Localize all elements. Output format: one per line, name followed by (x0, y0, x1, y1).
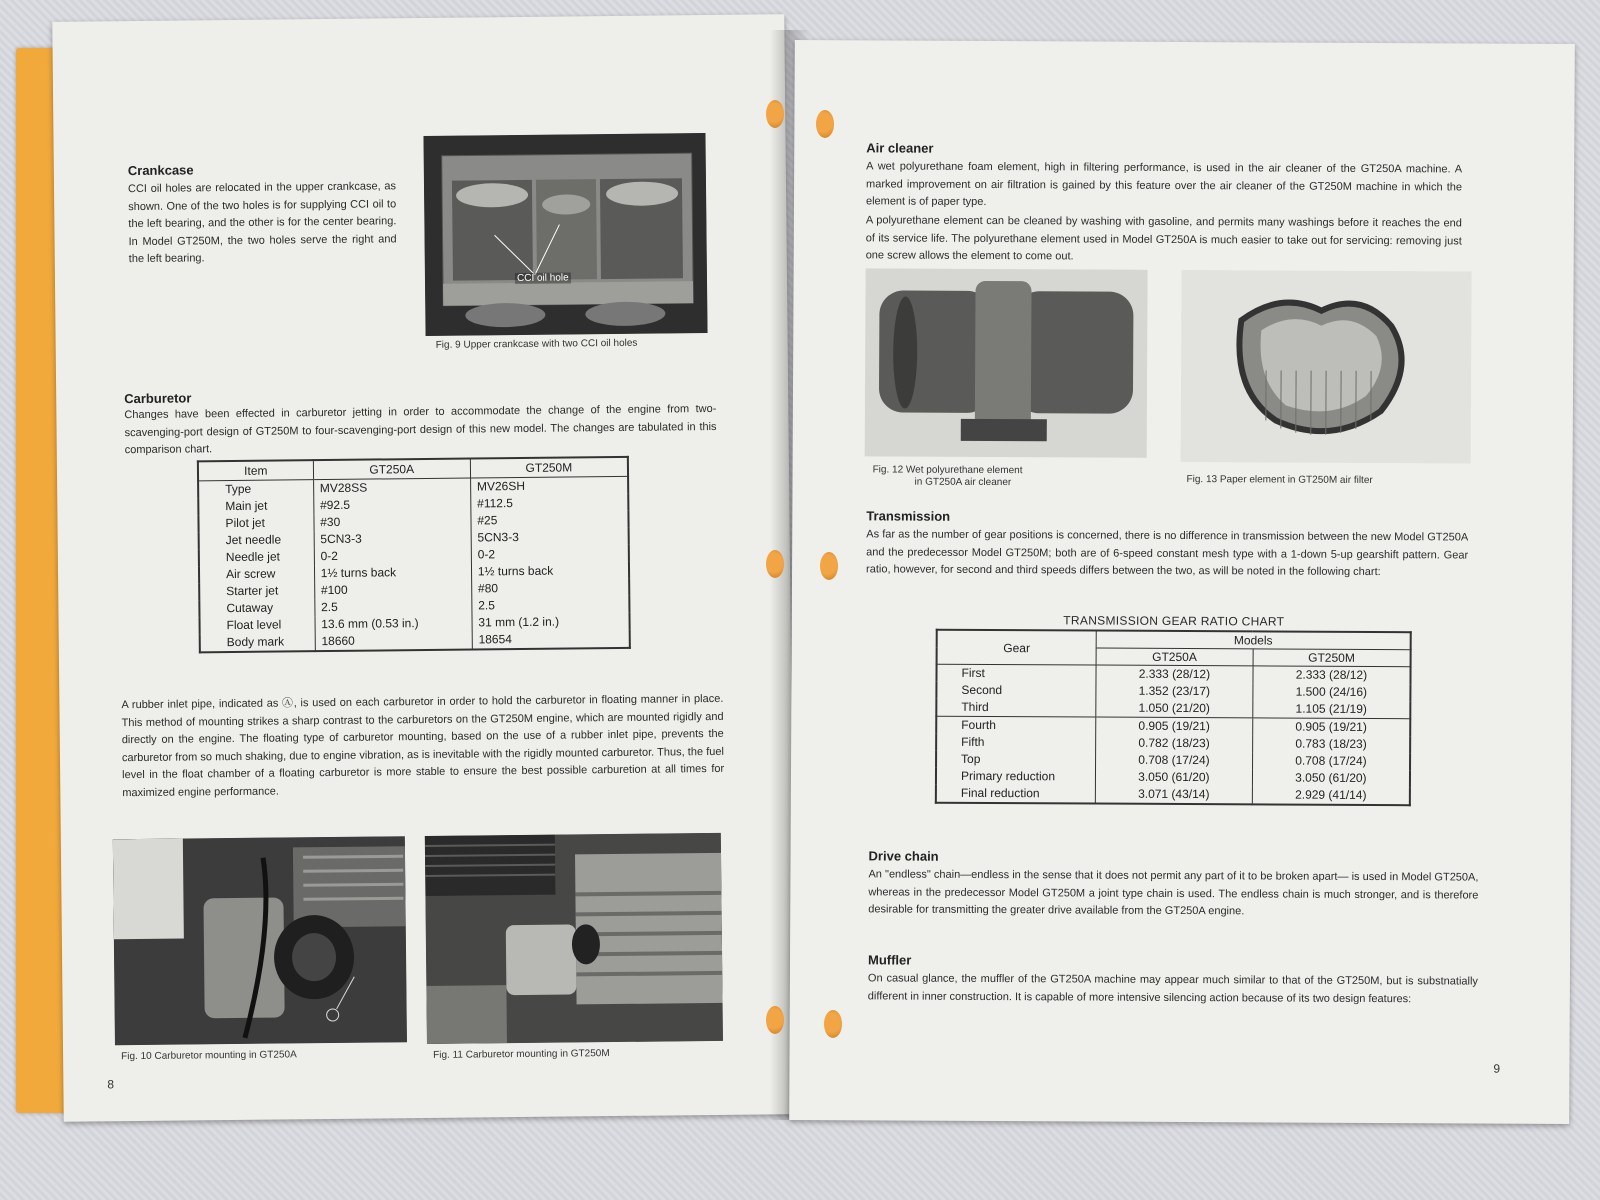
gt250m-ratio-cell: 0.708 (17/24) (1252, 752, 1410, 770)
gt250a-cell: MV28SS (313, 478, 470, 497)
model-gt250a-header: GT250A (1096, 648, 1253, 666)
gt250a-cell: 13.6 mm (0.53 in.) (315, 615, 472, 634)
foam-element-illustration (865, 268, 1148, 457)
fig9-caption: Fig. 9 Upper crankcase with two CCI oil holes (435, 337, 638, 351)
fig12-caption-line2: in GT250A air cleaner (914, 476, 1012, 489)
binder-hole (766, 100, 784, 128)
gt250m-cell: #112.5 (471, 494, 629, 513)
gear-cell: Third (961, 699, 989, 714)
item-cell: Air screw (225, 566, 276, 582)
gt250a-cell: 0-2 (314, 547, 471, 566)
gt250m-cell: MV26SH (470, 476, 628, 495)
item-cell: Needle jet (225, 549, 280, 565)
gear-cell: Top (961, 751, 981, 766)
table-header-item: Item (198, 460, 313, 481)
gt250a-ratio-cell: 0.782 (18/23) (1096, 735, 1253, 753)
gt250m-ratio-cell: 3.050 (61/20) (1252, 769, 1410, 787)
gear-cell: Second (961, 682, 1003, 698)
gt250a-ratio-cell: 0.905 (19/21) (1096, 717, 1253, 735)
item-cell: Starter jet (226, 583, 279, 599)
transmission-heading: Transmission (866, 508, 951, 524)
item-cell: Type (225, 481, 252, 497)
fig11-caption: Fig. 11 Carburetor mounting in GT250M (433, 1048, 610, 1061)
gt250a-ratio-cell: 3.050 (61/20) (1095, 769, 1252, 787)
air-cleaner-text-2: A polyurethane element can be cleaned by washing with gasoline, and permits many washings before it reaches the end of its service life. The polyurethane element used in Model GT250A is much easier to take out for servicing: removing just one screw allows the element to come out. (865, 214, 1462, 263)
carburetor-gt250a-photo (113, 836, 407, 1045)
page-number-left: 8 (107, 1077, 115, 1092)
carburetor-text: Changes have been effected in carburetor jetting in order to accommodate the change of the engine from two-scavenging-port design of GT250M to four-scavenging-port design of this new model. The changes are tabulated in this comparison chart. (124, 402, 717, 457)
table-row (200, 630, 630, 653)
gt250m-ratio-cell: 2.929 (41/14) (1252, 786, 1410, 805)
gt250a-cell: 1½ turns back (314, 564, 471, 583)
carburetor-table-body (198, 476, 630, 652)
gear-ratio-table (935, 629, 1412, 806)
gear-ratio-chart-title: TRANSMISSION GEAR RATIO CHART (1063, 613, 1285, 629)
crankcase-text: CCI oil holes are relocated in the upper crankcase, as shown. One of the two holes is for supplying CCI oil to the left bearing, and the other is for the center bearing. In Model GT250M, the two holes serve the right and the left bearing. (127, 180, 397, 266)
gear-cell: Primary reduction (960, 768, 1056, 784)
foam-element-photo (865, 268, 1148, 457)
model-gt250m-header: GT250M (1253, 649, 1411, 667)
gt250a-cell: #30 (314, 513, 471, 532)
gear-cell: Fifth (961, 734, 985, 749)
item-cell: Float level (226, 617, 282, 633)
gt250a-ratio-cell: 2.333 (28/12) (1096, 665, 1253, 683)
gt250m-ratio-cell: 0.905 (19/21) (1252, 718, 1410, 736)
gt250a-ratio-cell: 3.071 (43/14) (1095, 786, 1252, 805)
gt250m-cell: 2.5 (472, 596, 630, 615)
fig12-caption-line1: Fig. 12 Wet polyurethane element (872, 464, 1023, 477)
muffler-heading: Muffler (867, 952, 912, 968)
gt250m-cell: #80 (471, 579, 629, 598)
gt250a-ratio-cell: 1.050 (21/20) (1096, 700, 1253, 718)
gear-cell: First (936, 664, 1096, 682)
table-header-gt250a: GT250A (313, 459, 470, 480)
models-header: Models (1096, 631, 1411, 650)
item-cell: Jet needle (225, 532, 282, 548)
drive-chain-text: An "endless" chain—endless in the sense that it does not permit any part of it to be broken apart— is used in Model GT250A, whereas in the predecessor Model GT250M a joint type chain is used. The endless chain is much stronger, and is therefore desirable for transmitting the greater drive available from the GT250A engine. (868, 868, 1479, 918)
carburetor-gt250m-photo (425, 833, 723, 1044)
gear-cell: Fourth (936, 716, 1096, 734)
carburetor-heading: Carburetor (124, 390, 192, 407)
binder-hole (816, 110, 834, 138)
gt250m-cell: 5CN3-3 (471, 528, 629, 547)
gear-header: Gear (937, 630, 1097, 665)
gt250a-cell: #92.5 (313, 496, 470, 515)
crankcase-illustration (423, 133, 707, 336)
gt250m-cell: 1½ turns back (471, 562, 629, 581)
gear-cell: Final reduction (960, 785, 1040, 801)
table-row (936, 785, 1410, 805)
paper-element-photo (1181, 270, 1472, 464)
air-cleaner-text-1: A wet polyurethane foam element, high in filtering performance, is used in the air cleaner of the GT250A machine. A marked improvement on air filtration is gained by this feature over the air cleaner of the GT250M machine in which the element is of paper type. (865, 160, 1463, 208)
gt250m-cell: 31 mm (1.2 in.) (472, 613, 630, 632)
item-cell: Main jet (225, 498, 268, 514)
gt250m-cell: 0-2 (471, 545, 629, 564)
item-cell: Cutaway (226, 600, 274, 616)
item-cell: Pilot jet (225, 515, 265, 531)
table-header-gt250m: GT250M (470, 457, 628, 478)
binder-hole (766, 550, 784, 578)
gear-ratio-table-body (936, 664, 1411, 805)
binder-hole (824, 1010, 842, 1038)
carburetor-comparison-table (197, 456, 631, 654)
gt250m-cell: #25 (471, 511, 629, 530)
gt250m-cell: 18654 (472, 630, 630, 650)
left-page (52, 14, 795, 1122)
gt250m-ratio-cell: 1.105 (21/19) (1253, 700, 1411, 718)
binder-hole (820, 552, 838, 580)
crankcase-photo (423, 133, 707, 336)
gt250m-ratio-cell: 1.500 (24/16) (1253, 683, 1411, 701)
gt250a-ratio-cell: 1.352 (23/17) (1096, 683, 1253, 701)
gt250a-cell: 2.5 (315, 598, 472, 617)
gt250a-ratio-cell: 0.708 (17/24) (1096, 752, 1253, 770)
carburetor-mounting-text: A rubber inlet pipe, indicated as Ⓐ, is used on each carburetor in order to hold the carburetor in floating manner in place. This method of mounting strikes a sharp contrast to the carburetors on the GT250M engine, which are mounted rigidly and directly on the engine. The floating type of carburetor mounting, based on the use of a rubber inlet pipe, prevents the carburetor from so much shaking, due to engine vibration, as is inevitable with the rigidly mounted carburetor. Thus, the fuel level in the float chamber of a floating carburetor is more stable to ensure the best possible carburetion at all times for maximized engine performance. (121, 692, 725, 799)
air-cleaner-heading: Air cleaner (866, 140, 934, 156)
drive-chain-heading: Drive chain (868, 848, 939, 864)
page-number-right: 9 (1493, 1061, 1501, 1076)
gt250m-ratio-cell: 2.333 (28/12) (1253, 666, 1411, 684)
paper-element-illustration (1181, 270, 1472, 464)
muffler-text: On casual glance, the muffler of the GT250A machine may appear much similar to that of the GT250M, but is substnatially different in inner construction. It is capable of more intensive silencing action because of its two design features: (867, 972, 1478, 1005)
gt250m-ratio-cell: 0.783 (18/23) (1252, 735, 1410, 753)
transmission-text: As far as the number of gear positions is concerned, there is no difference in transmission between the new Model GT250A and the predecessor Model GT250M; both are of 6-speed constant mesh type with a 1-down 5-up gearshift pattern. Gear ratio, however, for second and third speeds differs between the two, as will be noted in the following chart: (866, 528, 1469, 579)
binder-hole (766, 1006, 784, 1034)
gt250a-cell: #100 (314, 581, 471, 600)
gt250a-cell: 5CN3-3 (314, 530, 471, 549)
cci-oil-hole-label: CCI oil hole (516, 272, 569, 285)
item-cell: Body mark (226, 634, 285, 650)
carburetor-gt250m-illustration (425, 833, 723, 1044)
carburetor-gt250a-illustration (113, 836, 407, 1045)
fig10-caption: Fig. 10 Carburetor mounting in GT250A (121, 1049, 297, 1063)
fig13-caption: Fig. 13 Paper element in GT250M air filter (1186, 474, 1373, 486)
crankcase-heading: Crankcase (127, 162, 194, 179)
gt250a-cell: 18660 (315, 632, 472, 652)
right-page (789, 40, 1575, 1124)
